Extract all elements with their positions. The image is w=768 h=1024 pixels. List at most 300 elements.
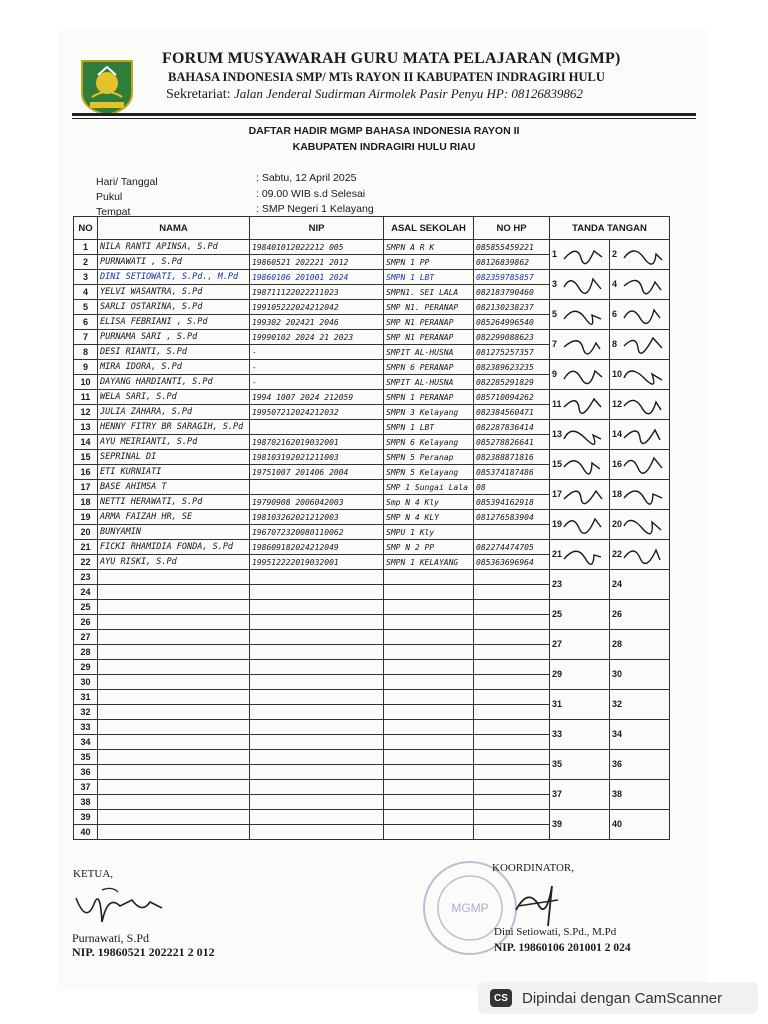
document-title: DAFTAR HADIR MGMP BAHASA INDONESIA RAYON II — [248, 125, 520, 137]
cell-nama — [98, 750, 250, 765]
signature-cell — [610, 390, 670, 420]
cell-nip: 19990102 2024 21 2023 — [250, 330, 384, 345]
document-subtitle: KABUPATEN INDRAGIRI HULU RIAU — [292, 141, 476, 153]
cell-nip — [250, 765, 384, 780]
signature-number: 30 — [612, 669, 623, 679]
cell-asal-sekolah: SMPN 1 LBT — [384, 420, 474, 435]
stamp-text: MGMP — [451, 901, 489, 915]
cell-no: 37 — [74, 780, 98, 795]
signature-cell — [550, 720, 610, 750]
cell-no-hp: 08 — [474, 480, 550, 495]
koordinator-label: KOORDINATOR, — [492, 862, 574, 874]
cell-nama — [98, 600, 250, 615]
cell-nama: BASE AHIMSA T — [98, 480, 250, 495]
cell-nama: NETTI HERAWATI, S.Pd — [98, 495, 250, 510]
cell-nama: AYU RISKI, S.Pd — [98, 555, 250, 570]
cell-nip: 19860521 202221 2012 — [250, 255, 384, 270]
cell-nama: PURNAWATI , S.Pd — [98, 255, 250, 270]
signature-cell — [550, 690, 610, 720]
signature-number: 24 — [612, 579, 623, 589]
cell-asal-sekolah — [384, 720, 474, 735]
ketua-label: KETUA, — [73, 868, 114, 880]
handwritten-signature — [622, 302, 666, 326]
cell-no: 16 — [74, 465, 98, 480]
cell-no: 2 — [74, 255, 98, 270]
cell-asal-sekolah: SMPN 6 PERANAP — [384, 360, 474, 375]
handwritten-signature — [562, 512, 606, 536]
signature-cell — [610, 570, 670, 600]
cell-nip — [250, 690, 384, 705]
cell-nip: - — [250, 375, 384, 390]
handwritten-signature — [622, 332, 666, 356]
cell-no-hp — [474, 645, 550, 660]
cell-asal-sekolah — [384, 645, 474, 660]
cell-nama: WELA SARI, S.Pd — [98, 390, 250, 405]
cell-asal-sekolah — [384, 600, 474, 615]
cell-no-hp — [474, 585, 550, 600]
header-no: NO — [74, 217, 98, 240]
cell-no-hp: 081275257357 — [474, 345, 550, 360]
handwritten-signature — [562, 362, 606, 386]
cell-no-hp — [474, 765, 550, 780]
cell-nip: 198702162019032001 — [250, 435, 384, 450]
signature-number: 3 — [552, 279, 558, 289]
cell-nama — [98, 675, 250, 690]
signature-number: 19 — [552, 519, 563, 529]
cell-no: 19 — [74, 510, 98, 525]
cell-nama — [98, 825, 250, 840]
cell-asal-sekolah — [384, 825, 474, 840]
cell-no: 15 — [74, 450, 98, 465]
camscanner-watermark — [478, 982, 758, 1014]
signature-cell — [610, 660, 670, 690]
cell-no: 4 — [74, 285, 98, 300]
signature-number: 29 — [552, 669, 563, 679]
cell-nip — [250, 795, 384, 810]
signature-cell — [610, 690, 670, 720]
signature-cell — [550, 810, 610, 840]
table-row — [74, 690, 670, 705]
signature-number: 33 — [552, 729, 563, 739]
signature-number: 16 — [612, 459, 623, 469]
signature-number: 7 — [552, 339, 558, 349]
cell-no-hp: 082299088623 — [474, 330, 550, 345]
cell-nama — [98, 630, 250, 645]
signature-cell — [550, 480, 610, 510]
cell-nama: FICKI RHAMIDIA FONDA, S.Pd — [98, 540, 250, 555]
cell-no: 26 — [74, 615, 98, 630]
signature-cell — [610, 270, 670, 300]
cell-no: 35 — [74, 750, 98, 765]
cell-nama: ARMA FAIZAH HR, SE — [98, 510, 250, 525]
secretariat-address: Jalan Jenderal Sudirman Airmolek Pasir Penyu HP: 08126839862 — [234, 86, 583, 101]
cell-nama: JULIA ZAHARA, S.Pd — [98, 405, 250, 420]
cell-nip — [250, 630, 384, 645]
cell-asal-sekolah — [384, 660, 474, 675]
cell-asal-sekolah: Smp N 4 Kly — [384, 495, 474, 510]
table-row — [74, 300, 670, 315]
cell-asal-sekolah — [384, 585, 474, 600]
cell-no-hp — [474, 615, 550, 630]
signature-cell — [550, 600, 610, 630]
signature-number: 34 — [612, 729, 623, 739]
signature-number: 13 — [552, 429, 563, 439]
cell-no-hp: 08126839862 — [474, 255, 550, 270]
cell-nip — [250, 705, 384, 720]
header-asal-sekolah: ASAL SEKOLAH — [384, 217, 474, 240]
cell-no: 22 — [74, 555, 98, 570]
signature-cell — [550, 450, 610, 480]
cell-no: 14 — [74, 435, 98, 450]
cell-no-hp — [474, 525, 550, 540]
handwritten-signature — [562, 482, 606, 506]
cell-no: 38 — [74, 795, 98, 810]
table-row — [74, 750, 670, 765]
signature-number: 14 — [612, 429, 623, 439]
cell-no-hp — [474, 750, 550, 765]
signature-cell — [610, 780, 670, 810]
signature-cell — [550, 630, 610, 660]
cell-nip: 1967072320080110062 — [250, 525, 384, 540]
table-row — [74, 420, 670, 435]
cell-no-hp — [474, 720, 550, 735]
signature-number: 40 — [612, 819, 623, 829]
koordinator-name: Dini Setiowati, S.Pd., M.Pd — [494, 926, 617, 938]
cell-nama: PURNAMA SARI , S.Pd — [98, 330, 250, 345]
signature-number: 35 — [552, 759, 563, 769]
cell-nip: 198609182024212049 — [250, 540, 384, 555]
cell-nip — [250, 810, 384, 825]
camscanner-icon: CS — [490, 989, 512, 1007]
cell-nip — [250, 615, 384, 630]
cell-no-hp: 082130238237 — [474, 300, 550, 315]
cell-no: 36 — [74, 765, 98, 780]
cell-asal-sekolah — [384, 570, 474, 585]
signature-number: 26 — [612, 609, 623, 619]
attendance-table — [73, 216, 670, 840]
header-nama: NAMA — [98, 217, 250, 240]
cell-no: 28 — [74, 645, 98, 660]
cell-asal-sekolah: SMP N1 PERANAP — [384, 315, 474, 330]
cell-no-hp: 082359785857 — [474, 270, 550, 285]
cell-nama — [98, 615, 250, 630]
cell-no-hp — [474, 705, 550, 720]
cell-no-hp — [474, 795, 550, 810]
cell-no: 7 — [74, 330, 98, 345]
letterhead-rule-thick — [72, 113, 696, 116]
cell-asal-sekolah: SMPN 5 Peranap — [384, 450, 474, 465]
cell-nama — [98, 660, 250, 675]
cell-no: 18 — [74, 495, 98, 510]
signature-cell — [550, 540, 610, 570]
letterhead-subtitle: BAHASA INDONESIA SMP/ MTs RAYON II KABUPATEN INDRAGIRI HULU — [168, 70, 605, 84]
handwritten-signature — [562, 302, 606, 326]
handwritten-signature — [562, 542, 606, 566]
cell-no: 40 — [74, 825, 98, 840]
cell-no: 13 — [74, 420, 98, 435]
signature-number: 4 — [612, 279, 618, 289]
cell-nip: - — [250, 360, 384, 375]
cell-no: 29 — [74, 660, 98, 675]
cell-nip: - — [250, 345, 384, 360]
cell-asal-sekolah: SMP N 4 KLY — [384, 510, 474, 525]
cell-nama: DAYANG HARDIANTI, S.Pd — [98, 375, 250, 390]
cell-asal-sekolah — [384, 750, 474, 765]
signature-number: 9 — [552, 369, 558, 379]
signature-number: 18 — [612, 489, 623, 499]
cell-asal-sekolah: SMPIT AL-HUSNA — [384, 345, 474, 360]
cell-nama: DESI RIANTI, S.Pd — [98, 345, 250, 360]
place-label: Tempat — [96, 206, 131, 218]
cell-no-hp — [474, 690, 550, 705]
cell-nama — [98, 645, 250, 660]
handwritten-signature — [622, 242, 666, 266]
cell-no-hp: 085363696964 — [474, 555, 550, 570]
cell-asal-sekolah: SMPN 3 Kelayang — [384, 405, 474, 420]
letterhead-secretariat — [166, 86, 583, 103]
signature-cell — [610, 450, 670, 480]
cell-nip: 198711122022211023 — [250, 285, 384, 300]
signature-cell — [610, 330, 670, 360]
signature-number: 17 — [552, 489, 563, 499]
indragiri-hulu-logo — [78, 57, 136, 117]
cell-no-hp — [474, 630, 550, 645]
cell-nama: NILA RANTI APINSA, S.Pd — [98, 240, 250, 255]
table-row — [74, 570, 670, 585]
signature-number: 36 — [612, 759, 623, 769]
signature-number: 25 — [552, 609, 563, 619]
secretariat-label: Sekretariat: — [166, 87, 231, 102]
signature-cell — [610, 720, 670, 750]
attendance-body — [74, 240, 670, 840]
table-row — [74, 450, 670, 465]
signature-number: 8 — [612, 339, 618, 349]
cell-nip — [250, 480, 384, 495]
signature-cell — [610, 240, 670, 270]
cell-nip — [250, 585, 384, 600]
cell-no: 30 — [74, 675, 98, 690]
cell-nip: 198401012022212 005 — [250, 240, 384, 255]
cell-nip: 1994 1007 2024 212059 — [250, 390, 384, 405]
handwritten-signature — [562, 392, 606, 416]
cell-nip — [250, 420, 384, 435]
cell-no: 11 — [74, 390, 98, 405]
cell-nama — [98, 690, 250, 705]
signature-number: 38 — [612, 789, 623, 799]
cell-no: 10 — [74, 375, 98, 390]
table-row — [74, 480, 670, 495]
cell-no: 39 — [74, 810, 98, 825]
cell-no-hp — [474, 810, 550, 825]
cell-asal-sekolah: SMPN 1 PERANAP — [384, 390, 474, 405]
cell-asal-sekolah — [384, 630, 474, 645]
signature-cell — [550, 510, 610, 540]
cell-no: 24 — [74, 585, 98, 600]
handwritten-signature — [562, 452, 606, 476]
cell-nama — [98, 735, 250, 750]
cell-no-hp: 082274474705 — [474, 540, 550, 555]
cell-no-hp — [474, 600, 550, 615]
cell-no: 25 — [74, 600, 98, 615]
cell-nip — [250, 660, 384, 675]
cell-nama: ETI KURNIATI — [98, 465, 250, 480]
cell-no: 32 — [74, 705, 98, 720]
handwritten-signature — [622, 272, 666, 296]
cell-no-hp: 082183790460 — [474, 285, 550, 300]
cell-nip: 199302 202421 2046 — [250, 315, 384, 330]
cell-no-hp: 085264996540 — [474, 315, 550, 330]
signature-cell — [610, 540, 670, 570]
cell-nip: 199507212024212032 — [250, 405, 384, 420]
handwritten-signature — [562, 272, 606, 296]
cell-nip — [250, 780, 384, 795]
cell-asal-sekolah: SMP 1 Sungai Lala — [384, 480, 474, 495]
cell-no: 17 — [74, 480, 98, 495]
cell-no: 1 — [74, 240, 98, 255]
signature-number: 11 — [552, 399, 562, 409]
cell-asal-sekolah: SMP N1 PERANAP — [384, 330, 474, 345]
cell-no: 34 — [74, 735, 98, 750]
cell-nip: 19790908 2006042003 — [250, 495, 384, 510]
signature-cell — [550, 330, 610, 360]
cell-nama: DINI SETIOWATI, S.Pd., M.Pd — [98, 270, 250, 285]
signature-cell — [550, 750, 610, 780]
cell-no-hp — [474, 675, 550, 690]
signature-cell — [550, 360, 610, 390]
signature-number: 28 — [612, 639, 623, 649]
cell-no: 9 — [74, 360, 98, 375]
cell-asal-sekolah: SMPN 1 PP — [384, 255, 474, 270]
cell-nama: SEPRINAL DI — [98, 450, 250, 465]
cell-nama: YELVI WASANTRA, S.Pd — [98, 285, 250, 300]
signature-cell — [610, 510, 670, 540]
cell-asal-sekolah: SMPN 5 Kelayang — [384, 465, 474, 480]
signature-cell — [610, 360, 670, 390]
signature-cell — [550, 780, 610, 810]
table-row — [74, 510, 670, 525]
handwritten-signature — [622, 542, 666, 566]
handwritten-signature — [562, 242, 606, 266]
time-value: : 09.00 WIB s.d Selesai — [256, 188, 366, 200]
table-row — [74, 660, 670, 675]
day-label: Hari/ Tanggal — [96, 176, 158, 188]
cell-no-hp: 081276583904 — [474, 510, 550, 525]
cell-no: 31 — [74, 690, 98, 705]
handwritten-signature — [562, 422, 606, 446]
signature-number: 37 — [552, 789, 563, 799]
cell-nama: HENNY FITRY BR SARAGIH, S.Pd — [98, 420, 250, 435]
cell-no-hp — [474, 825, 550, 840]
signature-cell — [550, 300, 610, 330]
cell-nip: 198103262021212003 — [250, 510, 384, 525]
handwritten-signature — [562, 332, 606, 356]
signature-number: 23 — [552, 579, 563, 589]
handwritten-signature — [622, 482, 666, 506]
cell-no-hp: 082389623235 — [474, 360, 550, 375]
cell-nama: ELISA FEBRIANI , S.Pd — [98, 315, 250, 330]
cell-no-hp — [474, 735, 550, 750]
cell-nip — [250, 750, 384, 765]
signature-number: 22 — [612, 549, 623, 559]
handwritten-signature — [622, 392, 666, 416]
handwritten-signature — [622, 452, 666, 476]
table-row — [74, 240, 670, 255]
signature-cell — [610, 810, 670, 840]
cell-nip — [250, 645, 384, 660]
cell-asal-sekolah — [384, 810, 474, 825]
signature-number: 6 — [612, 309, 618, 319]
signature-number: 2 — [612, 249, 618, 259]
cell-nama — [98, 720, 250, 735]
cell-asal-sekolah — [384, 765, 474, 780]
signature-cell — [550, 270, 610, 300]
table-row — [74, 390, 670, 405]
day-value: : Sabtu, 12 April 2025 — [256, 172, 357, 184]
cell-no-hp: 085278826641 — [474, 435, 550, 450]
cell-nama — [98, 570, 250, 585]
table-row — [74, 810, 670, 825]
signature-cell — [610, 300, 670, 330]
cell-nip: 198103192021211003 — [250, 450, 384, 465]
koordinator-nip: NIP. 19860106 201001 2 024 — [494, 942, 631, 954]
table-row — [74, 330, 670, 345]
cell-asal-sekolah: SMP N 2 PP — [384, 540, 474, 555]
koordinator-signature — [508, 880, 568, 928]
table-header-row — [74, 217, 670, 240]
cell-no: 8 — [74, 345, 98, 360]
cell-no-hp: 085710094262 — [474, 390, 550, 405]
cell-no-hp: 082287836414 — [474, 420, 550, 435]
table-row — [74, 630, 670, 645]
cell-nama: MIRA IDORA, S.Pd — [98, 360, 250, 375]
table-row — [74, 600, 670, 615]
handwritten-signature — [622, 422, 666, 446]
cell-asal-sekolah — [384, 795, 474, 810]
cell-nama: SARLI OSTARINA, S.Pd — [98, 300, 250, 315]
signature-cell — [550, 390, 610, 420]
cell-no-hp — [474, 660, 550, 675]
cell-nama — [98, 585, 250, 600]
cell-asal-sekolah: SMP N1. PERANAP — [384, 300, 474, 315]
cell-no-hp: 082285291829 — [474, 375, 550, 390]
cell-nama — [98, 765, 250, 780]
place-value: : SMP Negeri 1 Kelayang — [256, 203, 374, 215]
cell-no-hp: 085394162918 — [474, 495, 550, 510]
cell-asal-sekolah — [384, 615, 474, 630]
cell-asal-sekolah — [384, 705, 474, 720]
header-no-hp: NO HP — [474, 217, 550, 240]
cell-nip — [250, 735, 384, 750]
handwritten-signature — [622, 512, 666, 536]
cell-asal-sekolah: SMPN 6 Kelayang — [384, 435, 474, 450]
cell-nip — [250, 600, 384, 615]
cell-asal-sekolah — [384, 675, 474, 690]
cell-no: 5 — [74, 300, 98, 315]
signature-cell — [550, 420, 610, 450]
signature-number: 39 — [552, 819, 563, 829]
cell-no-hp: 082388871816 — [474, 450, 550, 465]
signature-number: 1 — [552, 249, 558, 259]
cell-nip: 199105222024212042 — [250, 300, 384, 315]
cell-asal-sekolah — [384, 735, 474, 750]
camscanner-label: Dipindai dengan CamScanner — [522, 989, 723, 1007]
cell-nama — [98, 780, 250, 795]
signature-cell — [550, 660, 610, 690]
signature-cell — [550, 570, 610, 600]
signature-number: 27 — [552, 639, 563, 649]
signature-number: 31 — [552, 699, 563, 709]
cell-nip: 199512222019032001 — [250, 555, 384, 570]
